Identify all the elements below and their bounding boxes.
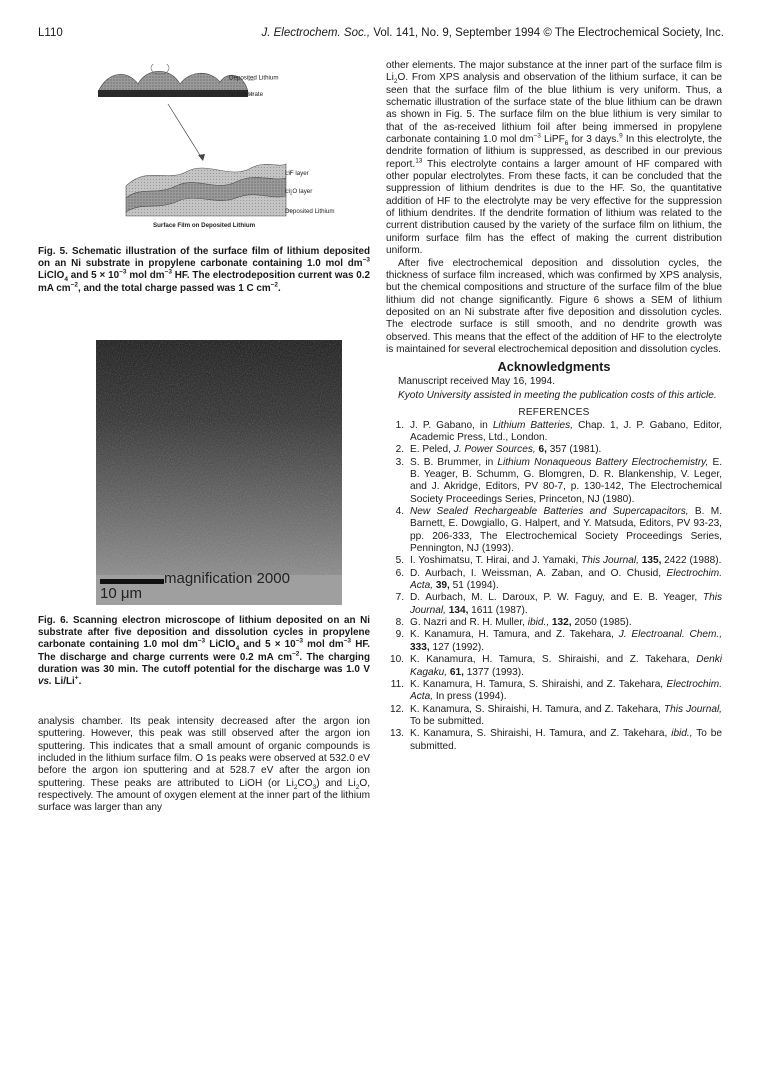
body-paragraph-right-1: other elements. The major substance at the inner part of the surface film is $Li_2O$. From XPS analysis and observation of the lithium surface, it can be seen that the surface film of the blue lithium is very uniform. Thus, a schematic illustration of the surface state of the blue lithium can be drawn as shown in Fig. 5. The surface film on the blue lithium is very similar to that of the as-received lithium foil after being immersed in propylene carbonate containing 1.0 mol $dm^{-3}$ LiPF$_6$ for 3 days.$^9$ In this electrolyte, the dendrite formation of lithium is suppressed, as described in our previous report.$^{13}$ This electrolyte contains a larger amount of HF compared with other popular electrolytes. From these facts, it can be concluded that the suppression of lithium dendrites is due to the HF. So, the quantitative addition of HF to the electrolyte may be very effective for the suppression of lithium dendrites. If the dendrite formation of lithium was related to the current distribution caused by the variety of the surface film on lithium, the uniform surface film has the effect of making the current distribution uniform. xyxy=(386,60,722,257)
page-number: L110 xyxy=(38,27,63,39)
sem-micrograph xyxy=(96,340,342,605)
reference-item: 5. I. Yoshimatsu, T. Hirai, and J. Yamaki, This Journal, 135, 2422 (1988). xyxy=(395,555,722,567)
acknowledgments-heading: Acknowledgments xyxy=(497,359,611,375)
reference-item: 10. K. Kanamura, H. Tamura, S. Shiraishi, and Z. Takehara, Denki Kagaku, 61, 1377 (1993). xyxy=(389,654,722,678)
left-body-text xyxy=(38,716,370,815)
scale-bar-label: 10 μm xyxy=(100,585,142,602)
scale-bar xyxy=(100,579,164,584)
zoom-arrow-icon xyxy=(198,154,205,161)
journal-citation xyxy=(261,27,724,39)
reference-item: 2. E. Peled, J. Power Sources, 6, 357 (1981). xyxy=(395,444,602,456)
reference-item: 4. New Sealed Rechargeable Batteries and Supercapacitors, B. M. Barnett, E. Dowgiallo, G. Halpert, and Y. Matsuda, Editors, PV 93-23, pp. 206-333, The Electrochemical Society Proceedings Series, Pennington, NJ (1993). xyxy=(395,506,722,555)
body-paragraph-left: analysis chamber. Its peak intensity decreased after the argon ion sputtering. However, this peak was still observed after the argon ion sputtering. This indicates that a small amount of organic compounds is included in the lithium surface film. O 1s peaks were observed at 532.0 eV before the argon ion sputtering and at 528.7 eV after the argon ion sputtering. These peaks are attributed to LiOH (or $Li_2CO_3$) and $Li_2O$, respectively. The amount of oxygen element at the inner part of the lithium surface was larger than any xyxy=(38,716,370,814)
body-paragraph-right-2: After five electrochemical deposition and dissolution cycles, the thickness of surface film increased, which was confirmed by XPS analysis, but the chemical compositions and structure of the surface film of the blue lithium did not change significantly. Figure 6 shows a SEM of lithium deposited on an Ni substrate after five deposition and dissolution cycles. The electrode surface is still smooth, and no dendrite growth was observed. This means that the effect of the addition of HF to the electrolyte is maintained for several electrochemical deposition and dissolution cycles. xyxy=(386,257,722,355)
figure-5-schematic xyxy=(86,64,386,242)
references-heading: REFERENCES xyxy=(518,407,590,419)
reference-item: 1. J. P. Gabano, in Lithium Batteries, Chap. 1, J. P. Gabano, Editor, Academic Press, Ltd., London. xyxy=(395,419,723,443)
reference-item: 12. K. Kanamura, S. Shiraishi, H. Tamura, and Z. Takehara, This Journal, To be submitted. xyxy=(389,703,722,727)
label-lif-layer: LiF layer xyxy=(285,170,309,177)
sem-scale-area xyxy=(96,570,342,605)
surface-film-diagram xyxy=(86,64,386,242)
figure-5-caption: Fig. 5. Schematic illustration of the surface film of lithium deposited on an Ni substrate in propylene carbonate containing 1.0 mol $dm^{-3}$ LiClO$_4$ and $5 \times 10^{-3}$ mol $dm^{-3}$ HF. The electrodeposition current was 0.2 mA $cm^{-2}$, and the total charge passed was 1 C $cm^{-2}$. xyxy=(38,246,370,294)
label-ni-substrate: Ni Substrate xyxy=(229,91,264,98)
label-deposited-lithium-bottom: Deposited Lithium xyxy=(285,208,335,215)
reference-item: 7. D. Aurbach, M. L. Daroux, P. W. Faguy, and E. B. Yeager, This Journal, 134, 1611 (1987). xyxy=(395,592,722,616)
volume-info: Vol. 141, No. 9, September 1994 © The Electrochemical Society, Inc. xyxy=(373,27,724,39)
reference-item: 8. G. Nazri and R. H. Muller, ibid., 132, 2050 (1985). xyxy=(395,617,632,629)
manuscript-received: Manuscript received May 16, 1994. xyxy=(398,375,556,387)
reference-item: 13. K. Kanamura, S. Shiraishi, H. Tamura, and Z. Takehara, ibid., To be submitted. xyxy=(389,728,722,752)
figure-6-sem-image xyxy=(96,340,342,605)
running-header xyxy=(38,27,724,43)
reference-item: 3. S. B. Brummer, in Lithium Nonaqueous Battery Electrochemistry, E. B. Yeager, B. Schumm, G. Blomgren, D. R. Blankenship, V. Leger, and J. Akridge, Editors, PV 80-7, p. 130-142, The Electrochemical Society Proceedings Series, Princeton, NJ (1980). xyxy=(395,456,723,505)
kyoto-note: Kyoto University assisted in meeting the publication costs of this article. xyxy=(398,389,717,401)
reference-item: 9. K. Kanamura, H. Tamura, and Z. Takehara, J. Electroanal. Chem., 333, 127 (1992). xyxy=(395,629,723,653)
reference-item: 11. K. Kanamura, H. Tamura, S. Shiraishi, and Z. Takehara, Electrochim. Acta, In press (1994). xyxy=(390,678,722,703)
deposited-lithium-top-shape xyxy=(98,71,248,92)
label-deposited-lithium-top: Deposited Lithium xyxy=(229,74,279,82)
reference-item: 6. D. Aurbach, I. Weissman, A. Zaban, and O. Chusid, Electrochim. Acta, 39, 51 (1994). xyxy=(395,567,722,592)
ni-substrate-bar xyxy=(98,90,248,97)
figure-6-caption-block xyxy=(38,615,370,688)
label-li2o-layer: $Li_2O$ layer xyxy=(285,188,313,196)
journal-name: J. Electrochem. Soc., xyxy=(261,27,371,39)
figure-5-caption-block xyxy=(38,246,370,295)
figure-6-caption: Fig. 6. Scanning electron microscope of lithium deposited on an Ni substrate after five deposition and dissolution cycles in propylene carbonate containing 1.0 mol $dm^{-3}$ LiClO$_4$ and $5 \times 10^{-3}$ mol $dm^{-3}$ HF. The discharge and charge currents were 0.2 mA $cm^{-2}$. The charging duration was 30 min. The cutoff potential for the discharge was 1.0 V vs. Li/Li+. xyxy=(38,615,371,688)
right-column xyxy=(386,60,722,753)
schematic-title: Surface Film on Deposited Lithium xyxy=(153,222,256,229)
magnification-label: magnification 2000 xyxy=(164,570,290,587)
